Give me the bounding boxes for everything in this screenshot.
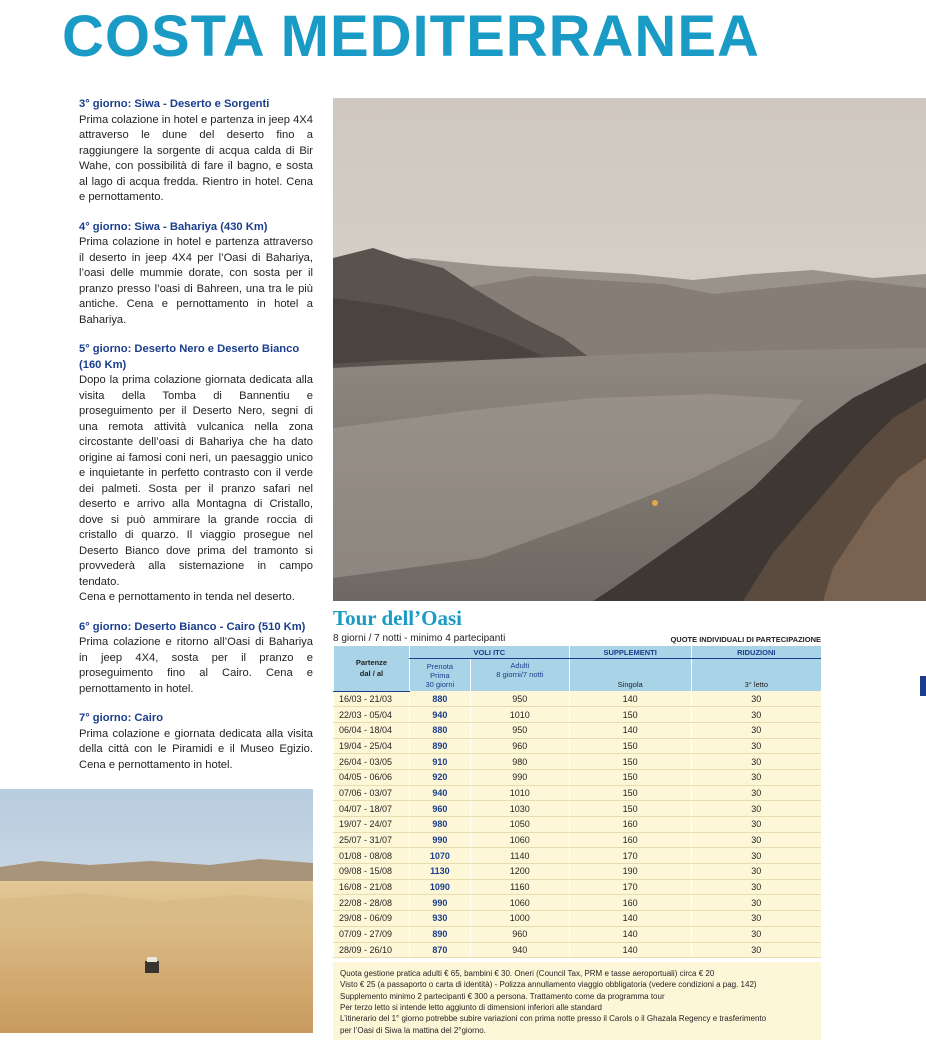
tour-subheader bbox=[333, 633, 821, 644]
cell-singola: 150 bbox=[569, 801, 691, 817]
cell-prenota-prima: 890 bbox=[409, 738, 470, 754]
cell-terzo-letto: 30 bbox=[691, 722, 821, 738]
day-heading: 6° giorno: Deserto Bianco - Cairo (510 Km) bbox=[79, 620, 306, 633]
cell-terzo-letto: 30 bbox=[691, 817, 821, 833]
cell-prenota-prima: 870 bbox=[409, 942, 470, 958]
desert-jeep-photo bbox=[0, 789, 313, 1033]
cell-singola: 140 bbox=[569, 911, 691, 927]
cell-adulti: 980 bbox=[470, 754, 569, 770]
note-line: Per terzo letto si intende letto aggiunto di dimensioni inferiori alle standard bbox=[340, 1003, 602, 1013]
day-text: Prima colazione e giornata dedicata alla visita della città con le Piramidi e il Museo Egizio. Cena e pernottamento in hotel. bbox=[79, 727, 313, 771]
cell-terzo-letto: 30 bbox=[691, 926, 821, 942]
table-row bbox=[334, 801, 822, 817]
header-singola: Singola bbox=[569, 659, 691, 692]
header-partenze: Partenze dal / al bbox=[334, 646, 410, 691]
day-text: Prima colazione in hotel e partenza attraverso il deserto in jeep 4X4 per l’Oasi di Bahariya, l’oasi delle mummie dorate, con sosta per il pranzo presso l’oasi di Bahreen, una tra le più antiche. Cena e pernottamento in hotel a Bahariya. bbox=[79, 236, 313, 326]
day-heading: 3° giorno: Siwa - Deserto e Sorgenti bbox=[79, 98, 270, 110]
cell-terzo-letto: 30 bbox=[691, 911, 821, 927]
cell-date: 09/08 - 15/08 bbox=[334, 864, 410, 880]
tour-subtitle: 8 giorni / 7 notti - minimo 4 partecipanti bbox=[333, 633, 506, 644]
tour-title: Tour dell’Oasi bbox=[333, 606, 462, 630]
cell-adulti: 1050 bbox=[470, 817, 569, 833]
day-text: Dopo la prima colazione giornata dedicata alla visita della Tomba di Bannentiu e proseguimento per il Deserto Nero, segni di una remota attività vulcanica nella zona circostante dell’oasi di Bahariya che ha dato origine ai famosi coni neri, un paesaggio unico e inquietante in perfetto contrasto con il verde dei palmeti. Sosta per il pranzo safari nel deserto e arrivo alla Montagna di Cristallo, dove si può ammirare la grande roccia di cristallo di quarzo. Il viaggio prosegue nel Deserto Bianco dove prima del tramonto si provvederà alla sistemazione in campo tendato. bbox=[79, 374, 313, 588]
table-row bbox=[334, 722, 822, 738]
day-text: Prima colazione e ritorno all’Oasi di Bahariya in jeep 4X4, sosta per il pranzo e proseguimento fino al Cairo. Cena e pernottamento in hotel. bbox=[79, 636, 313, 695]
cell-prenota-prima: 980 bbox=[409, 817, 470, 833]
cell-date: 25/07 - 31/07 bbox=[334, 832, 410, 848]
cell-adulti: 950 bbox=[470, 722, 569, 738]
note-line: L’itinerario del 1° giorno potrebbe subire variazioni con prima notte presso il Carols o il Ghazala Regency e trasferimento bbox=[340, 1014, 767, 1024]
cell-terzo-letto: 30 bbox=[691, 942, 821, 958]
cell-prenota-prima: 1090 bbox=[409, 879, 470, 895]
table-row bbox=[334, 817, 822, 833]
cell-date: 19/04 - 25/04 bbox=[334, 738, 410, 754]
cell-prenota-prima: 960 bbox=[409, 801, 470, 817]
cell-singola: 150 bbox=[569, 769, 691, 785]
note-line: Supplemento minimo 2 partecipanti € 300 a persona. Trattamento come da programma tour bbox=[340, 991, 665, 1001]
itinerary-day-4 bbox=[79, 220, 313, 329]
cell-prenota-prima: 990 bbox=[409, 895, 470, 911]
cell-terzo-letto: 30 bbox=[691, 707, 821, 723]
cell-adulti: 950 bbox=[470, 691, 569, 707]
cell-date: 04/07 - 18/07 bbox=[334, 801, 410, 817]
cell-singola: 150 bbox=[569, 738, 691, 754]
itinerary bbox=[79, 97, 313, 863]
page-edge-mark bbox=[920, 676, 926, 696]
cell-adulti: 1030 bbox=[470, 801, 569, 817]
cell-date: 19/07 - 24/07 bbox=[334, 817, 410, 833]
cell-adulti: 1010 bbox=[470, 785, 569, 801]
cell-date: 16/03 - 21/03 bbox=[334, 691, 410, 707]
cell-prenota-prima: 940 bbox=[409, 707, 470, 723]
cell-prenota-prima: 920 bbox=[409, 769, 470, 785]
header-adulti: Adulti 8 giorni/7 notti bbox=[470, 659, 569, 692]
table-row bbox=[334, 864, 822, 880]
day-text: Prima colazione in hotel e partenza in jeep 4X4 attraverso le dune del deserto fino a raggiungere la sorgente di acqua calda di Bir Wahe, con possibilità di fare il bagno, e sosta al lago di acqua fredda. Rientro in hotel. Cena e pernottamento. bbox=[79, 113, 313, 203]
cell-terzo-letto: 30 bbox=[691, 738, 821, 754]
cell-adulti: 940 bbox=[470, 942, 569, 958]
quote-label: QUOTE INDIVIDUALI DI PARTECIPAZIONE bbox=[670, 635, 821, 644]
cell-prenota-prima: 880 bbox=[409, 691, 470, 707]
header-voli-itc: VOLI ITC bbox=[409, 646, 569, 659]
itinerary-day-5 bbox=[79, 342, 313, 606]
cell-adulti: 960 bbox=[470, 738, 569, 754]
cell-adulti: 990 bbox=[470, 769, 569, 785]
header-riduzioni: RIDUZIONI bbox=[691, 646, 821, 659]
cell-terzo-letto: 30 bbox=[691, 864, 821, 880]
itinerary-day-3 bbox=[79, 97, 313, 206]
table-row bbox=[334, 707, 822, 723]
cell-terzo-letto: 30 bbox=[691, 691, 821, 707]
table-row bbox=[334, 926, 822, 942]
itinerary-day-6 bbox=[79, 620, 313, 698]
cell-prenota-prima: 890 bbox=[409, 926, 470, 942]
cell-date: 29/08 - 06/09 bbox=[334, 911, 410, 927]
tour-notes bbox=[333, 962, 821, 1040]
cell-terzo-letto: 30 bbox=[691, 801, 821, 817]
cell-prenota-prima: 880 bbox=[409, 722, 470, 738]
table-row bbox=[334, 911, 822, 927]
price-table-body bbox=[334, 691, 822, 958]
cell-singola: 170 bbox=[569, 848, 691, 864]
cell-adulti: 1200 bbox=[470, 864, 569, 880]
price-table bbox=[333, 646, 821, 958]
cell-date: 04/05 - 06/06 bbox=[334, 769, 410, 785]
cell-date: 16/08 - 21/08 bbox=[334, 879, 410, 895]
table-row bbox=[334, 942, 822, 958]
table-row bbox=[334, 754, 822, 770]
cell-date: 26/04 - 03/05 bbox=[334, 754, 410, 770]
cell-singola: 140 bbox=[569, 691, 691, 707]
cell-prenota-prima: 910 bbox=[409, 754, 470, 770]
cell-terzo-letto: 30 bbox=[691, 754, 821, 770]
table-row bbox=[334, 769, 822, 785]
cell-singola: 160 bbox=[569, 832, 691, 848]
note-line: per l’Oasi di Siwa la mattina del 2°giorno. bbox=[340, 1025, 486, 1035]
cell-date: 28/09 - 26/10 bbox=[334, 942, 410, 958]
cell-singola: 160 bbox=[569, 895, 691, 911]
cell-date: 22/08 - 28/08 bbox=[334, 895, 410, 911]
cell-prenota-prima: 1070 bbox=[409, 848, 470, 864]
cell-date: 07/06 - 03/07 bbox=[334, 785, 410, 801]
cell-prenota-prima: 990 bbox=[409, 832, 470, 848]
note-line: Visto € 25 (a passaporto o carta di identità) - Polizza annullamento viaggio obbligatoria (vedere condizioni a pag. 142) bbox=[340, 980, 757, 990]
cell-terzo-letto: 30 bbox=[691, 879, 821, 895]
cell-singola: 190 bbox=[569, 864, 691, 880]
cell-adulti: 1060 bbox=[470, 832, 569, 848]
cell-singola: 140 bbox=[569, 942, 691, 958]
cell-adulti: 1140 bbox=[470, 848, 569, 864]
cell-terzo-letto: 30 bbox=[691, 769, 821, 785]
cell-prenota-prima: 1130 bbox=[409, 864, 470, 880]
cell-singola: 150 bbox=[569, 754, 691, 770]
header-terzo-letto: 3° letto bbox=[691, 659, 821, 692]
table-row bbox=[334, 785, 822, 801]
cell-singola: 140 bbox=[569, 722, 691, 738]
table-row bbox=[334, 691, 822, 707]
header-supplementi: SUPPLEMENTI bbox=[569, 646, 691, 659]
cell-date: 22/03 - 05/04 bbox=[334, 707, 410, 723]
cell-date: 07/09 - 27/09 bbox=[334, 926, 410, 942]
header-prenota-prima: Prenota Prima 30 giorni bbox=[409, 659, 470, 692]
day-heading: 4° giorno: Siwa - Bahariya (430 Km) bbox=[79, 220, 268, 233]
cell-terzo-letto: 30 bbox=[691, 848, 821, 864]
cell-singola: 150 bbox=[569, 785, 691, 801]
table-row bbox=[334, 832, 822, 848]
cell-terzo-letto: 30 bbox=[691, 785, 821, 801]
table-row bbox=[334, 738, 822, 754]
cell-prenota-prima: 930 bbox=[409, 911, 470, 927]
cell-prenota-prima: 940 bbox=[409, 785, 470, 801]
table-row bbox=[334, 848, 822, 864]
itinerary-day-7 bbox=[79, 711, 313, 773]
day-heading: 5° giorno: Deserto Nero e Deserto Bianco (160 Km) bbox=[79, 343, 300, 371]
cell-adulti: 1000 bbox=[470, 911, 569, 927]
table-row bbox=[334, 895, 822, 911]
desert-canyon-photo bbox=[333, 98, 926, 601]
cell-date: 06/04 - 18/04 bbox=[334, 722, 410, 738]
cell-singola: 160 bbox=[569, 817, 691, 833]
cell-adulti: 1010 bbox=[470, 707, 569, 723]
cell-singola: 140 bbox=[569, 926, 691, 942]
tour-section bbox=[333, 605, 821, 1040]
cell-adulti: 960 bbox=[470, 926, 569, 942]
cell-date: 01/08 - 08/08 bbox=[334, 848, 410, 864]
table-row bbox=[334, 879, 822, 895]
cell-singola: 170 bbox=[569, 879, 691, 895]
day-heading: 7° giorno: Cairo bbox=[79, 712, 164, 724]
cell-adulti: 1060 bbox=[470, 895, 569, 911]
cell-terzo-letto: 30 bbox=[691, 895, 821, 911]
day-text-extra: Cena e pernottamento in tenda nel deserto. bbox=[79, 591, 295, 603]
note-line: Quota gestione pratica adulti € 65, bambini € 30. Oneri (Council Tax, PRM e tasse aeroportuali) circa € 20 bbox=[340, 969, 715, 979]
cell-singola: 150 bbox=[569, 707, 691, 723]
cell-terzo-letto: 30 bbox=[691, 832, 821, 848]
page-title: COSTA MEDITERRANEA bbox=[62, 4, 760, 69]
cell-adulti: 1160 bbox=[470, 879, 569, 895]
